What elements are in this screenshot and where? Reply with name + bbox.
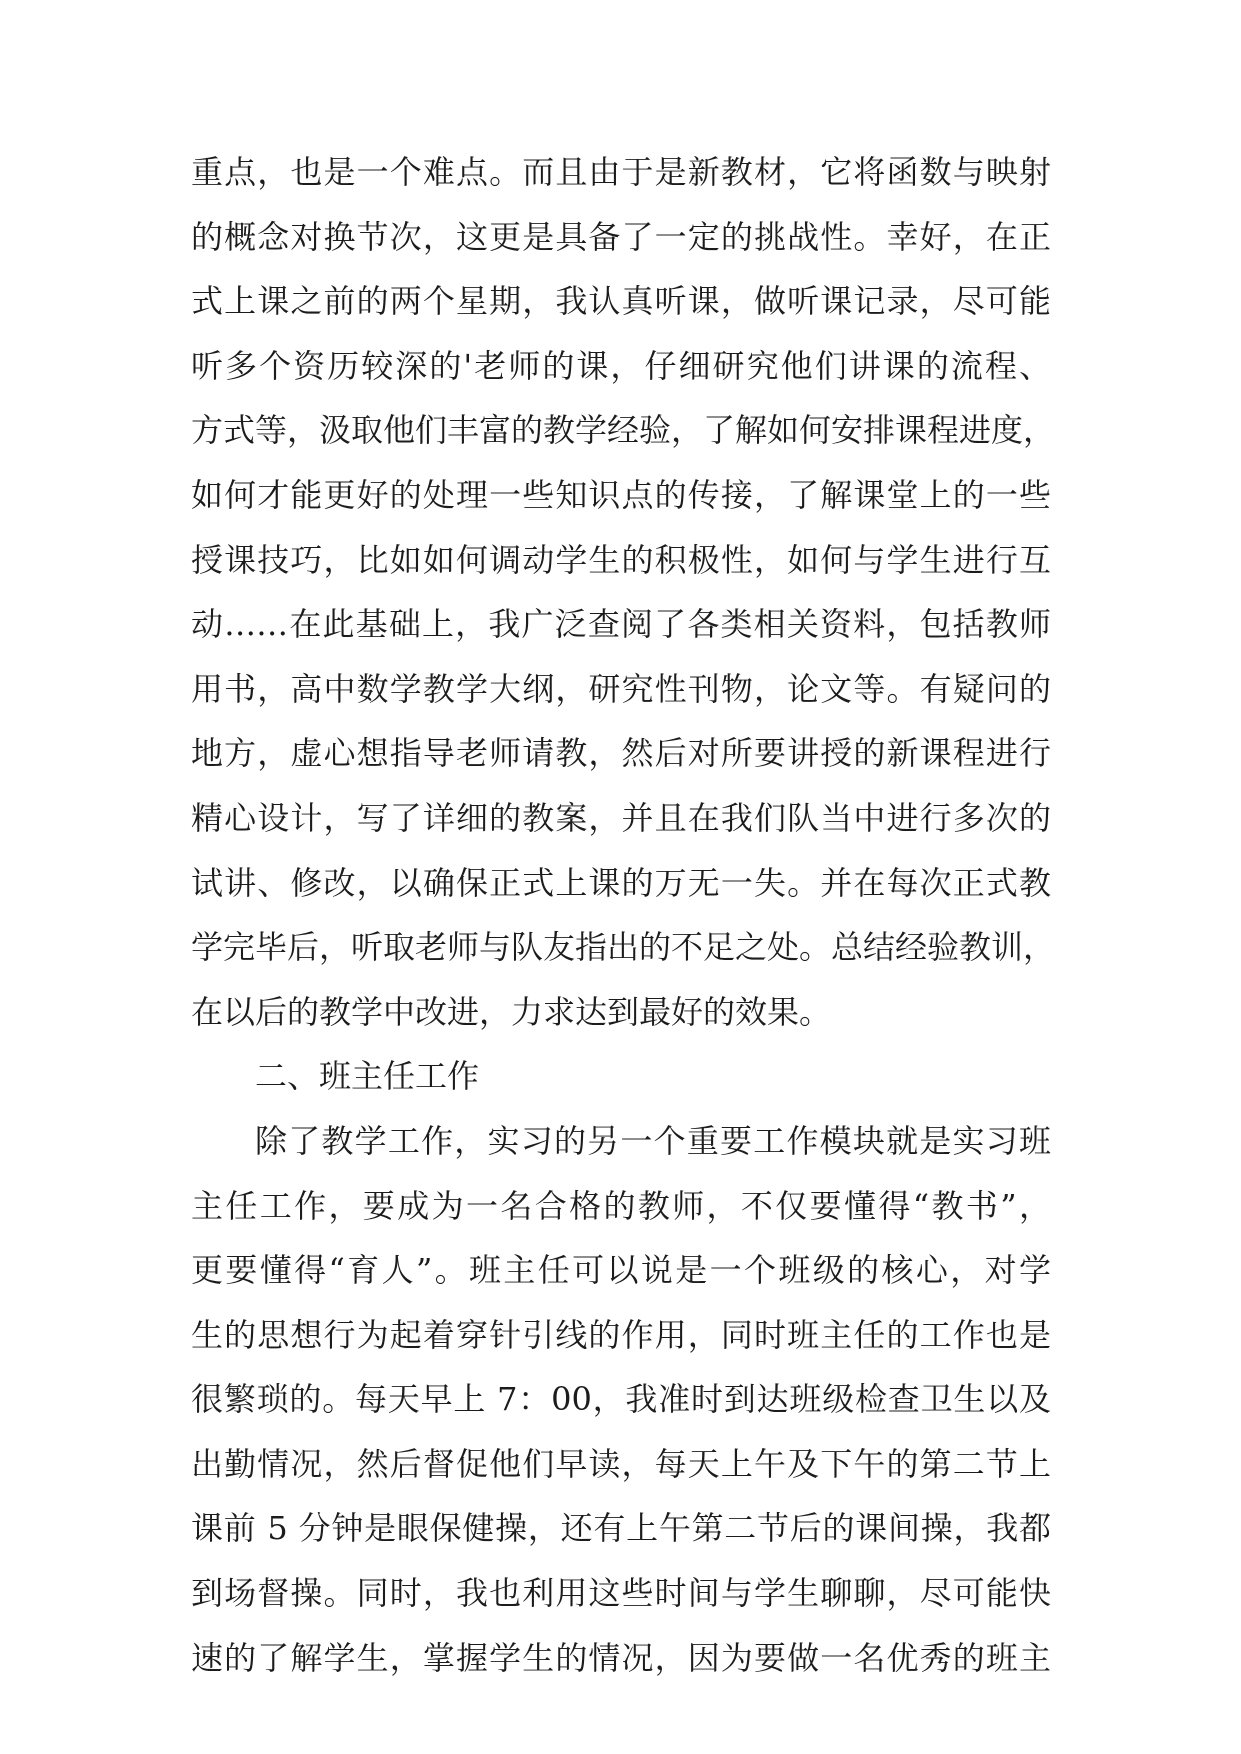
body-line: 的概念对换节次，这更是具备了一定的挑战性。幸好，在正	[191, 217, 1051, 256]
body-line: 地方，虚心想指导老师请教，然后对所要讲授的新课程进行	[191, 734, 1051, 773]
body-line: 式上课之前的两个星期，我认真听课，做听课记录，尽可能	[191, 282, 1051, 321]
document-body	[191, 140, 1056, 1690]
body-line: 精心设计，写了详细的教案，并且在我们队当中进行多次的	[191, 798, 1051, 837]
body-line: 更要懂得“育人”。班主任可以说是一个班级的核心，对学	[191, 1251, 1051, 1290]
paragraph-first-line: 除了教学工作，实习的另一个重要工作模块就是实习班	[255, 1121, 1051, 1160]
body-line: 速的了解学生，掌握学生的情况，因为要做一名优秀的班主	[191, 1638, 1051, 1677]
body-line: 试讲、修改，以确保正式上课的万无一失。并在每次正式教	[191, 863, 1051, 902]
body-line: 动……在此基础上，我广泛查阅了各类相关资料，包括教师	[191, 605, 1051, 644]
body-line: 出勤情况，然后督促他们早读，每天上午及下午的第二节上	[191, 1444, 1051, 1483]
body-line: 重点，也是一个难点。而且由于是新教材，它将函数与映射	[191, 153, 1051, 191]
section-heading: 二、班主任工作	[255, 1057, 480, 1096]
body-line: 用书，高中数学教学大纲，研究性刊物，论文等。有疑问的	[191, 669, 1051, 708]
body-line: 学完毕后，听取老师与队友指出的不足之处。总结经验教训，	[191, 928, 1056, 967]
body-line: 方式等，汲取他们丰富的教学经验，了解如何安排课程进度，	[191, 411, 1056, 450]
body-line: 课前 5 分钟是眼保健操，还有上午第二节后的课间操，我都	[191, 1509, 1051, 1548]
body-line: 很繁琐的。每天早上 7：00，我准时到达班级检查卫生以及	[191, 1380, 1051, 1419]
body-line: 到场督操。同时，我也利用这些时间与学生聊聊，尽可能快	[191, 1574, 1051, 1613]
body-line: 听多个资历较深的'老师的课，仔细研究他们讲课的流程、	[191, 346, 1051, 385]
body-line: 授课技巧，比如如何调动学生的积极性，如何与学生进行互	[191, 540, 1051, 579]
body-line: 主任工作，要成为一名合格的教师，不仅要懂得“教书”，	[191, 1186, 1051, 1225]
body-line-last: 在以后的教学中改进，力求达到最好的效果。	[191, 992, 832, 1031]
body-line: 生的思想行为起着穿针引线的作用，同时班主任的工作也是	[191, 1315, 1051, 1354]
body-line: 如何才能更好的处理一些知识点的传接，了解课堂上的一些	[191, 475, 1051, 514]
